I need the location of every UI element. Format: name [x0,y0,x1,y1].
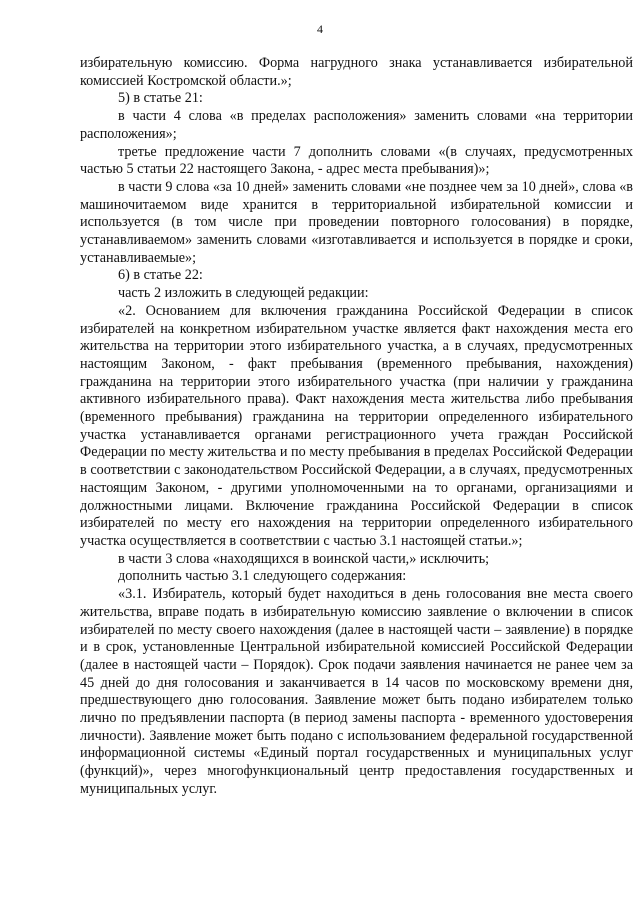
paragraph: третье предложение части 7 дополнить словами «(в случаях, предусмотренных частью 5 статьи 22 настоящего Закона, - адрес места пребывания)»; [80,143,633,178]
paragraph: в части 3 слова «находящихся в воинской части,» исключить; [118,550,490,567]
paragraph: «2. Основанием для включения гражданина Российской Федерации в список избирателей на конкретном избирательном участке является факт нахождения места его жительства на территории этого избирательного участка, а в случаях, предусмотренных настоящим Законом, - факт пребывания (временного пребывания, нахождения) гражданина на территории этого избирательного участка (при наличии у гражданина активного избирательного права). Факт нахождения места жительства либо пребывания (временного пребывания) гражданина на территории определенного избирательного участка устанавливается органами регистрационного учета граждан Российской Федерации по месту жительства и по месту пребывания в пределах Российской Федерации в соответствии с законодательством Российской Федерации, а в случаях, предусмотренных настоящим Законом, - другими уполномоченными на то органами, организациями и должностными лицами. Включение гражданина Российской Федерации в список избирателей по месту его нахождения на территории определенного избирательного участка осуществляется в соответствии с частью 3.1 настоящей статьи.»; [80,302,633,549]
page-number: 4 [317,22,323,36]
paragraph: «3.1. Избиратель, который будет находиться в день голосования вне места своего жительства, вправе подать в избирательную комиссию заявление о включении в список избирателей по месту своего нахождения (далее в настоящей части – заявление) в порядке и в срок, установленные Центральной избирательной комиссией Российской Федерации (далее в настоящей части – Порядок). Срок подачи заявления начинается не ранее чем за 45 дней до дня голосования и заканчивается в 14 часов по московскому времени дня, предшествующего дню голосования. Заявление может быть подано избирателем только лично по предъявлении паспорта (в период замены паспорта - временного удостоверения личности). Заявление может быть подано с использованием федеральной государственной информационной системы «Единый портал государственных и муниципальных услуг (функций)», через многофункциональный центр предоставления государственных и муниципальных услуг. [80,586,633,797]
paragraph: избирательную комиссию. Форма нагрудного знака устанавливается избирательной комиссией Костромской области.»; [80,55,633,89]
paragraph: 5) в статье 21: [118,90,203,107]
paragraph: в части 9 слова «за 10 дней» заменить словами «не позднее чем за 10 дней», слова «в машиночитаемом виде хранится в территориальной избирательной комиссии и используется (в том числе при проведении повторного голосования) в порядке, устанавливаемом» заменить словами «изготавливается и используется в порядке и сроки, устанавливаемые»; [80,178,633,266]
paragraph: в части 4 слова «в пределах расположения» заменить словами «на территории расположения»; [80,108,633,142]
paragraph: часть 2 изложить в следующей редакции: [118,285,369,302]
paragraph: 6) в статье 22: [118,267,203,284]
paragraph: дополнить частью 3.1 следующего содержания: [118,568,407,585]
document-body [80,55,633,799]
